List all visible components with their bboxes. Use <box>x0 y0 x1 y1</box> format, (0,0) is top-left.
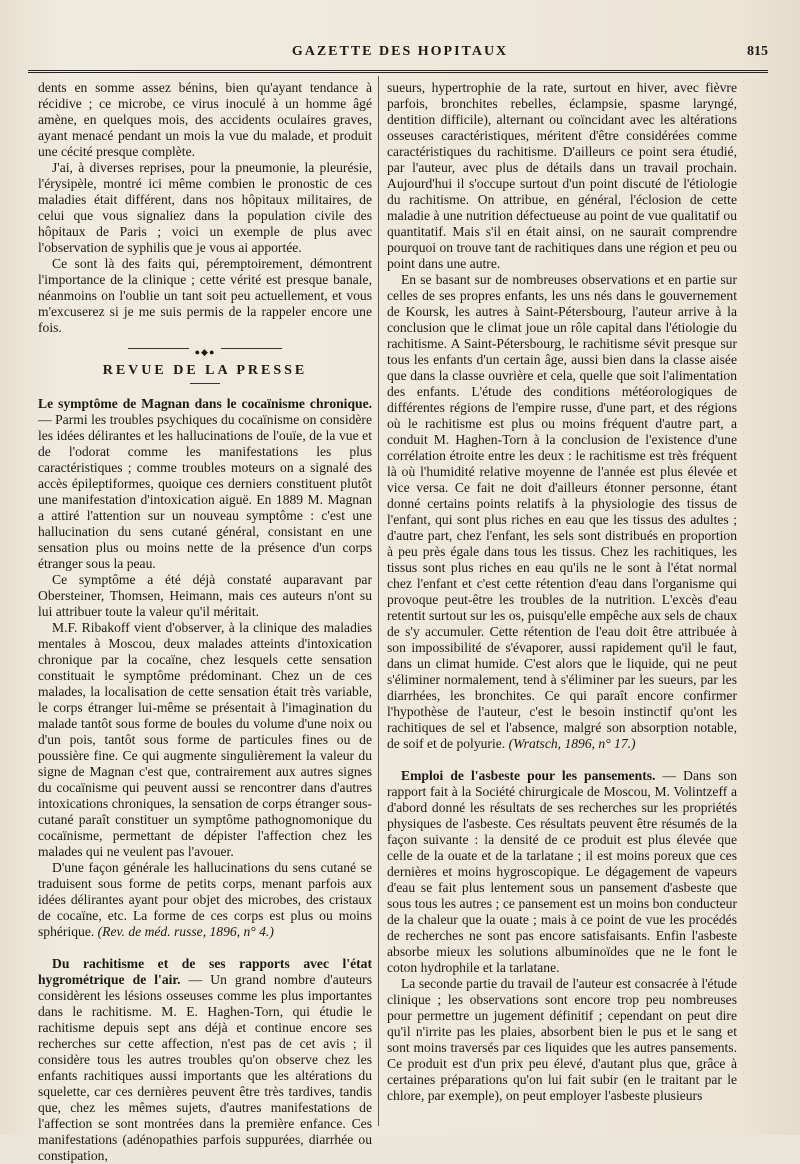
article-paragraph-with-source <box>38 860 372 940</box>
intro-paragraph: J'ai, à diverses reprises, pour la pneumonie, la pleurésie, l'érysipèle, montré ici même combien le pronostic de ces maladies était différent, dans nos hôpitaux militaires, de celui que vous signaliez dans la population civile des hôpitaux de Paris ; voici un exemple de plus avec l'observation de syphilis que je vous ai apportée. <box>38 160 372 255</box>
article-title: Du rachitisme et de ses rapports avec l'état hygrométrique de l'air. <box>38 956 372 987</box>
section-title: REVUE DE LA PRESSE <box>102 363 308 378</box>
article-text: En se basant sur de nombreuses observations et en partie sur celles de ses propres enfants, les uns nés dans le gouvernement de Koursk, les autres à Saint-Pétersbourg, l'auteur arrive à la conclusion que le climat joue un rôle capital dans l'étiologie du rachitisme. A Saint-Pétersbourg, le rachitisme sévit presque sur tous les enfants d'un certain âge, aussi bien dans la classe aisée que dans la classe ouvrière et cela, quelle que soit l'alimentation des enfants. L'étude des conditions météorologiques de différentes régions de l'empire russe, d'une part, et des régions où le rachitisme est plus ou moins fréquent d'autre part, a conduit M. Haghen-Torn à la conclusion de l'existence d'une corrélation étroite entre les deux : le rachitisme est très fréquent là où l'humidité relative moyenne de l'année est plus élevée et vice versa. Ce fait ne doit d'ailleurs étonner personne, étant donné certains points relatifs à la physiologie des tissus de l'enfant, qui sont plus riches en eau que les tissus des adultes ; d'autre part, chez l'enfant, les sels sont distribués en proportion à peu près égale dans tous les tissus. Chez les rachitiques, les tissus sont plus riches en eau qu'ils ne le sont à l'état normal chez l'enfant et c'est cette rétention d'eau dans l'organisme qui provoque peut-être les troubles de la nutrition. L'excès d'eau retentit surtout sur les os, puisqu'elle empêche aux sels de chaux de s'y accumuler. Cette rétention de l'eau doit être attribuée à son impossibilité de s'évaporer, aussi rapidement qu'il le faut, dans un climat humide. C'est alors que le liquide, qui ne peut s'éliminer normalement, tend à s'éliminer par les sueurs, par les diarrhées, les bronchites. Ce qui paraît encore confirmer l'hypothèse de l'auteur, c'est le besoin instinctif qu'ont les rachitiques de sel et l'absence, malgré son absorption notable, de soif et de polyurie. <box>387 272 737 751</box>
article-paragraph-with-source <box>387 272 737 752</box>
header-rule <box>28 70 768 73</box>
column-divider <box>378 76 379 1126</box>
article-rachitisme <box>38 956 372 1164</box>
article-title: Emploi de l'asbeste pour les pansements. <box>401 768 656 783</box>
article-paragraph: La seconde partie du travail de l'auteur est consacrée à l'étude clinique ; les observations sont encore trop peu nombreuses pour permettre un jugement définitif ; cependant on peut dire qu'il n'irrite pas les plaies, absorbent bien le pus et le sang et sont moins traversés par ces liquides que les autres pansements. Ce produit est d'un prix peu élevé, d'autant plus que, grâce à certaines préparations qu'on lui fait subir (en le traitant par le chlore, par exemple), on peut employer l'asbeste plusieurs <box>387 976 737 1103</box>
left-column <box>38 80 372 1163</box>
right-column <box>387 80 737 1130</box>
page-number: 815 <box>747 44 768 59</box>
article-paragraph: Ce symptôme a été déjà constaté auparavant par Obersteiner, Thomsen, Heimann, mais ces auteurs n'ont su lui attribuer toute la valeur qu'il méritait. <box>38 572 372 619</box>
article-gap <box>387 752 737 768</box>
intro-paragraph: dents en somme assez bénins, bien qu'ayant tendance à récidive ; ce microbe, ce virus inoculé à un homme âgé amène, en quelques mois, des accidents oculaires graves, ayant menacé pendant un mois la vue du malade, et produit une cécité presque complète. <box>38 80 372 159</box>
article-magnan <box>38 396 372 572</box>
article-text: — Parmi les troubles psychiques du cocaïnisme on considère les idées délirantes et les hallucinations de l'ouïe, de la vue et de l'odorat comme les manifestations les plus caractéristiques ; comme troubles moteurs on a signalé des accès épileptiformes, quoique ces derniers constituent plutôt une manifestation d'intoxication aiguë. En 1889 M. Magnan a attiré l'attention sur un nouveau symptôme : c'est une hallucination du sens cutané général, consistant en une sensation plus ou moins nette de la présence d'un corps étranger sous la peau. <box>38 412 372 571</box>
article-text: — Dans son rapport fait à la Société chirurgicale de Moscou, M. Volintzeff a d'abord donné les résultats de ses recherches sur les propriétés physiques de l'asbeste. Ces résultats peuvent être résumés de la façon suivante : la densité de ce produit est plus élevée que celle de la ouate et de la tarlatane ; il est moins poreux que ces dernières et moins hygroscopique. Le dégagement de vapeurs d'eau se fait plus lentement sous un pansement d'asbeste que sous tous les autres ; ce pansement est un moins bon conducteur de la chaleur que la ouate ; mais à ce point de vue les procédés de recherches ne sont pas encore satisfaisants. Enfin l'asbeste absorbe mieux les solutions albuminoïdes que ne le font le coton hydrophile et la tarlatane. <box>387 768 738 975</box>
article-asbeste <box>387 768 737 976</box>
ornamental-separator: ●◆● <box>38 343 372 353</box>
article-paragraph: sueurs, hypertrophie de la rate, surtout en hiver, avec fièvre parfois, bronchites rebelles, éclampsie, spasme laryngé, dentition difficile), alternant ou coïncidant avec les altérations osseuses caractéristiques, méritent d'être considérées comme caractéristiques du rachitisme. D'ailleurs ce point sera étudié, par l'auteur, avec plus de détails dans un travail prochain. Aujourd'hui il s'occupe surtout d'un point discuté de l'étiologie du rachitisme. On attribue, en général, l'éclosion de cette maladie à une nutrition défectueuse au point de vue qualitatif ou quantitatif. Mais s'il en était ainsi, on ne saurait comprendre pourquoi on trouve tant de rachitiques dans une région et peu ou point dans une autre. <box>387 80 737 271</box>
article-gap <box>38 940 372 956</box>
article-source: (Wratsch, 1896, n° 17.) <box>508 736 636 751</box>
article-paragraph: M.F. Ribakoff vient d'observer, à la clinique des maladies mentales à Moscou, deux malades atteints d'intoxication chronique par la cocaïne, chez lesquels cette sensation constituait le symptôme prédominant. Chez un de ces malades, la localisation de cette sensation était très variable, le corps étranger lui-même se présentait à l'imagination du malade tantôt sous forme de boules du volume d'une noix ou d'un pois, tantôt sous forme de particules fines ou de poussière fine. Ce qui augmente singulièrement la valeur du signe de Magnan c'est que, contrairement aux autres signes du cocaïnisme qui peuvent aussi se rencontrer dans d'autres intoxications chroniques, la sensation de corps étranger sous-cutané paraît constituer un symptôme pathognomonique du cocaïnisme, permettant de dépister l'affection chez les malades qui ne veulent pas l'avouer. <box>38 620 372 859</box>
article-text: — Un grand nombre d'auteurs considèrent les lésions osseuses comme les plus importantes dans le rachitisme. M. E. Haghen-Torn, qui étudie le rachitisme depuis sept ans déjà et continue encore ses recherches sur cette affection, n'est pas de cet avis ; il considère tous les autres troubles qu'on observe chez les enfants rachitiques aussi importants que les altérations du squelette, car ces dernières peuvent être très tardives, tandis que, chez les mêmes sujets, d'autres manifestations de l'affection se sont montrées dans la première enfance. Ces manifestations (adénopathies parfois suppurées, diarrhée ou constipation, <box>38 972 372 1163</box>
section-rule <box>190 383 220 384</box>
intro-paragraph: Ce sont là des faits qui, péremptoirement, démontrent l'importance de la clinique ; cette vérité est presque banale, néanmoins on l'oublie un tant soit peu actuellement, et vous m'excuserez si je me suis permis de la rappeler encore une fois. <box>38 256 372 335</box>
running-head: GAZETTE DES HOPITAUX <box>291 44 509 59</box>
page-header <box>30 40 770 66</box>
article-text: D'une façon générale les hallucinations du sens cutané se traduisent sous forme de petits corps, menant parfois aux idées délirantes ayant pour objet des microbes, des cristaux de cocaïne, etc. La forme de ces corps est plus ou moins sphérique. <box>38 860 372 939</box>
article-title: Le symptôme de Magnan dans le cocaïnisme chronique. <box>38 396 372 411</box>
article-source: (Rev. de méd. russe, 1896, n° 4.) <box>97 924 274 939</box>
